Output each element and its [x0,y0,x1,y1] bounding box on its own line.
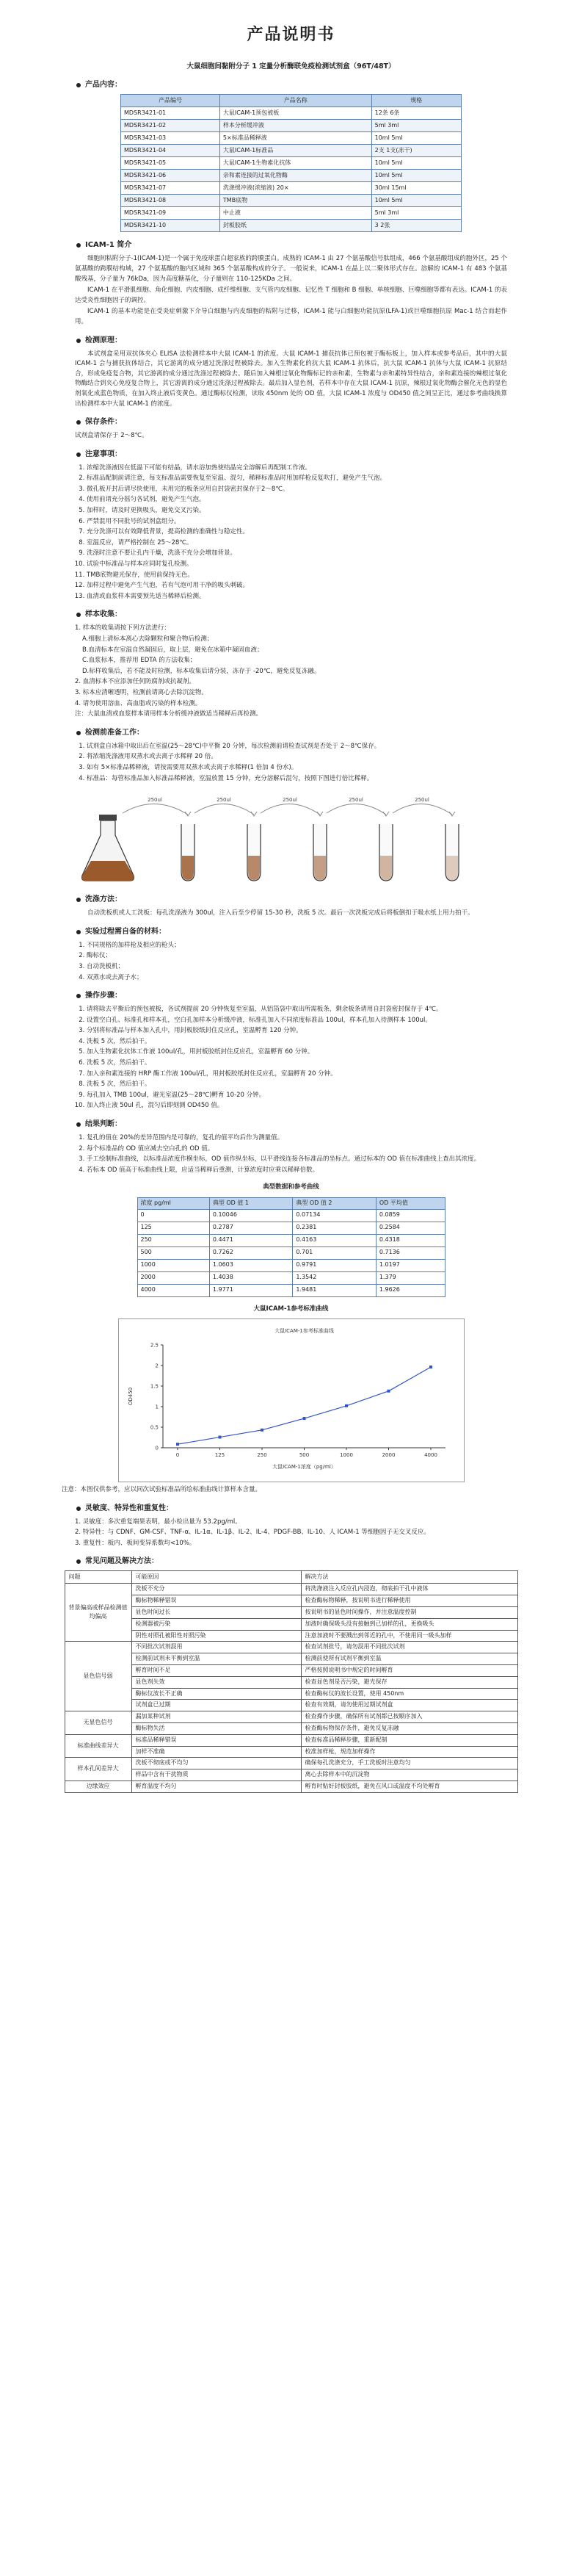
prep-list [59,742,523,784]
table-cell: 大鼠ICAM-1生物素化抗体 [219,157,371,170]
bullet-icon [76,1559,81,1564]
data-header-cell: OD 平均值 [376,1198,445,1210]
table-row [121,107,462,120]
faq-cause-cell: 酶标物稀释错误 [131,1595,301,1607]
table-cell: 10ml 5ml [371,170,461,182]
sample-item: 2. 血清标本不应添加任何防腐剂或抗凝剂。 [75,678,195,686]
dilution-tube [123,797,194,881]
faq-row [65,1711,517,1723]
faq-row [65,1734,517,1746]
x-tick-label: 2000 [382,1452,395,1459]
table-cell: 1.9771 [209,1284,293,1296]
note-item: 4. 使用前请充分摇匀各试剂，避免产生气泡。 [87,495,523,505]
sample-item: 3. 标本应清晰透明，检测前请离心去除沉淀物。 [75,688,208,696]
table-cell: 250 [137,1234,209,1246]
doc-title: 产品说明书 [247,26,335,44]
result-item: 4. 若标本 OD 值高于标准曲线上限，应适当稀释后重测，计算浓度时应乘以稀释倍数。 [87,1166,523,1176]
transfer-volume-label: 250ul [147,797,162,804]
table-row [137,1209,445,1222]
table-row [121,182,462,195]
prep-item: 1. 试剂盒自冰箱中取出后在室温(25～28℃)中平衡 20 分钟，每次检测前请检查试剂是否处于 2～8℃保存。 [87,742,523,752]
series-line [178,1367,431,1444]
y-axis-label: OD450 [127,1388,134,1406]
contents-header-row [121,95,462,107]
faq-header-cell: 解决方法 [301,1571,517,1584]
table-cell: MDSR3421-05 [121,157,220,170]
table-cell: 10ml 5ml [371,157,461,170]
faq-row [65,1688,517,1700]
faq-cause-cell: 试剂盒已过期 [131,1700,301,1711]
data-header-row [137,1198,445,1210]
table-cell: 0.4471 [209,1234,293,1246]
table-cell: 500 [137,1246,209,1259]
table-cell: 3 2张 [371,220,461,232]
intro-paragraph: ICAM-1 的基本功能是在受炎症刺激下介导白细胞与内皮细胞的粘附与迁移，ICAM-1 能与白细胞功能抗原(LFA-1)或巨噬细胞抗原 Mac-1 结合而起作用。 [75,308,507,325]
spec-list [59,1518,523,1549]
table-cell: 0.2584 [376,1222,445,1234]
table-cell: 0.7136 [376,1246,445,1259]
table-row [137,1222,445,1234]
spec-item: 3. 重复性：板内、板间变异系数均<10%。 [75,1539,196,1547]
bullet-icon [76,83,81,87]
data-point [218,1436,221,1439]
table-cell: 1.3542 [293,1271,377,1284]
data-point [345,1404,348,1407]
sample-sub-item: C.血浆标本，推荐用 EDTA 的方法收集； [82,657,197,665]
chart-svg [119,1319,464,1477]
contents-table [120,94,462,232]
transfer-volume-label: 250ul [348,797,363,804]
table-cell: 0 [137,1209,209,1222]
table-row [137,1259,445,1271]
table-cell: 样本分析缓冲液 [219,120,371,132]
faq-row [65,1722,517,1734]
faq-solution-cell: 离心去除样本中的沉淀物 [301,1769,517,1781]
table-cell: MDSR3421-01 [121,107,220,120]
sample-block [59,624,523,719]
table-cell: 1.9626 [376,1284,445,1296]
table-cell: 125 [137,1222,209,1234]
faq-problem-cell: 显色信号弱 [65,1642,131,1711]
table-cell: MDSR3421-10 [121,220,220,232]
standard-curve-chart [118,1318,465,1482]
faq-row [65,1606,517,1618]
data-header-cell: 典型 OD 值 1 [209,1198,293,1210]
results-list [59,1133,523,1175]
faq-problem-cell: 边缘效应 [65,1781,131,1792]
note-item: 2. 标准品配制前请注意，每支标准品需要恢复至室温、混匀，稀释标准品时用加样枪反复吹打，避免产生气泡。 [87,474,523,484]
transfer-arrow-icon [261,804,320,815]
transfer-arrow-icon [327,804,386,815]
table-cell: 5×标准品稀释液 [219,132,371,145]
bullet-icon [76,731,81,735]
note-item: 8. 室温反应，请严格控制在 25～28℃。 [87,538,523,549]
faq-row [65,1653,517,1665]
step-item: 10. 加入终止液 50ul 孔，混匀后即刻测 OD450 值。 [87,1101,523,1111]
prep-heading: 检测前准备工作： [59,727,523,739]
table-cell: 1000 [137,1259,209,1271]
faq-solution-cell: 检查酶标物保存条件，避免反复冻融 [301,1722,517,1734]
table-row [137,1234,445,1246]
bullet-icon [76,452,81,457]
table-row [137,1284,445,1296]
faq-solution-cell: 注意加液时不要溅出到邻近的孔中，不使用同一吸头加样 [301,1630,517,1642]
note-item: 12. 加样过程中避免产生气泡，若有气泡可用干净的吸头刺破。 [87,581,523,591]
table-cell: MDSR3421-04 [121,145,220,157]
bullet-icon [76,613,81,617]
faq-solution-cell: 检查试剂批号，请勿混用不同批次试剂 [301,1642,517,1653]
data-point [176,1443,179,1446]
faq-problem-cell: 标准曲线差异大 [65,1734,131,1758]
step-item: 3. 分别将标准品与样本加入孔中，用封板胶纸封住反应孔，室温孵育 120 分钟。 [87,1026,523,1036]
notes-list [59,463,523,602]
table-cell: 洗涤缓冲液(浓缩液) 20× [219,182,371,195]
faq-row [65,1584,517,1595]
faq-problem-cell: 背景偏高或样品检测值均偏高 [65,1584,131,1642]
bullet-icon [76,339,81,343]
table-row [121,157,462,170]
note-item: 7. 充分洗涤可以有效降低背景，提高检测的准确性与稳定性。 [87,527,523,538]
result-item: 1. 复孔的值在 20%的差异范围内是可靠的，复孔的值平均后作为测量值。 [87,1133,523,1144]
faq-cause-cell: 孵育时间不足 [131,1664,301,1676]
faq-cause-cell: 阴性对照孔被阳性对照污染 [131,1630,301,1642]
prep-item: 2. 将浓缩洗涤液用双蒸水或去离子水稀释 20 倍。 [87,752,523,762]
table-cell: 0.4163 [293,1234,377,1246]
faq-row [65,1676,517,1688]
storage-heading: 保存条件： [59,416,523,428]
note-item: 3. 微孔板开封后请尽快使用，未用完的板条应用自封袋密封保存于2～8℃。 [87,485,523,495]
table-row [121,207,462,220]
spec-item: 2. 特异性：与 CDNF、GM-CSF、TNF-α、IL-1α、IL-1β、IL-2、IL-4、PDGF-BB、IL-10、人 ICAM-1 等细胞因子无交叉反应。 [75,1529,430,1537]
table-cell: 0.2787 [209,1222,293,1234]
dilution-svg [71,791,512,887]
faq-header-cell: 问题 [65,1571,131,1584]
table-cell: 30ml 15ml [371,182,461,195]
x-tick-label: 1000 [339,1452,353,1459]
table-cell: 4000 [137,1284,209,1296]
transfer-arrow-icon [123,804,188,815]
faq-problem-cell: 样本孔间差异大 [65,1758,131,1781]
intro-paragraph: 细胞间粘附分子-1(ICAM-1)是一个属于免疫球蛋白超家族的跨膜蛋白。成熟的 ICAM-1 由 27 个氨基酸信号肽组成，466 个氨基酸组成的胞外区，25 个氨基酸的跨膜结构域，27 个氨基酸的胞内区域和 365 个氨基酸构成的分子。一般说来，ICAM-1 在晶上以二聚体形式存在。溶解的 ICAM-1 有 483 个氨基酸残基，分子量为 76kDa，因为高度糖基化，分子量则在 110-125KDa 之间。 [75,255,507,283]
faq-row [65,1642,517,1653]
faq-row [65,1618,517,1630]
x-axis-label: 大鼠ICAM-1浓度（pg/ml） [272,1464,336,1471]
contents-header-cell: 规格 [371,95,461,107]
y-tick-label: 2 [155,1363,159,1369]
doc-subtitle: 大鼠细胞间黏附分子 1 定量分析酶联免疫检测试剂盒（96T/48T） [186,62,396,71]
intro-block [59,254,523,327]
faq-cause-cell: 显色剂失效 [131,1676,301,1688]
faq-cause-cell: 样品中含有干扰物质 [131,1769,301,1781]
table-cell: 1.379 [376,1271,445,1284]
sample-note: 注：大鼠血清或血浆样本请用样本分析缓冲液做适当稀释后再检测。 [75,710,263,718]
transfer-volume-label: 250ul [282,797,297,804]
principle-heading: 检测原理： [59,335,523,347]
faq-cause-cell: 检测前试剂未平衡到室温 [131,1653,301,1665]
transfer-arrow-icon [194,804,254,815]
faq-solution-cell: 校准加样枪，规范加样操作 [301,1746,517,1758]
step-item: 5. 加入生物素化抗体工作液 100ul/孔，用封板胶纸封住反应孔，室温孵育 60 分钟。 [87,1047,523,1058]
faq-solution-cell: 检查标准品稀释步骤，重新配制 [301,1734,517,1746]
faq-solution-cell: 孵育时贴好封板胶纸，避免在风口或温度不均处孵育 [301,1781,517,1792]
faq-cause-cell: 洗板不充分 [131,1584,301,1595]
result-item: 2. 每个标准品的 OD 值应减去空白孔的 OD 值。 [87,1144,523,1155]
table-row [121,145,462,157]
faq-cause-cell: 漏加某种试剂 [131,1711,301,1723]
step-item: 7. 加入亲和素连接的 HRP 酶工作液 100ul/孔，用封板胶纸封住反应孔，室温孵育 20 分钟。 [87,1069,523,1080]
table-cell: 5ml 3ml [371,120,461,132]
intro-heading: ICAM-1 简介 [59,239,523,251]
data-point [387,1390,390,1393]
table-cell: 0.701 [293,1246,377,1259]
sample-sub-item: B.血清标本在室温自然凝固后，取上层，避免在冰箱中凝固血液； [82,646,263,654]
faq-cause-cell: 酶标仪波长不正确 [131,1688,301,1700]
table-row [137,1271,445,1284]
dilution-tube [393,797,459,881]
table-cell: 1.0603 [209,1259,293,1271]
equipment-item: 1. 不同规格的加样枪及相应的枪头； [87,941,523,951]
table-cell: 0.7262 [209,1246,293,1259]
faq-solution-cell: 检查显色剂是否污染，避光保存 [301,1676,517,1688]
table-row [121,120,462,132]
results-heading: 结果判断： [59,1119,523,1130]
note-item: 1. 浓缩洗涤液因在低温下可能有结晶，请水浴加热使结晶完全溶解后再配制工作液。 [87,463,523,474]
table-cell: 1.0197 [376,1259,445,1271]
bullet-icon [76,1122,81,1127]
x-tick-label: 4000 [423,1452,437,1459]
equipment-item: 4. 双蒸水或去离子水； [87,973,523,984]
dilution-diagram [71,791,512,887]
result-item: 3. 手工绘制标准曲线，以标准品浓度作横坐标，OD 值作纵坐标，以平滑线连接各标准品的坐标点。通过标本的 OD 值在标准曲线上查出其浓度。 [87,1155,523,1165]
bullet-icon [76,1507,81,1511]
sample-sub-item: D.标样收集后，若不能及时检测，标本收集后请分装，冻存于 -20℃，避免反复冻融。 [82,667,321,675]
faq-solution-cell: 严格按照说明书中规定的时间孵育 [301,1664,517,1676]
faq-row [65,1758,517,1769]
chart-note: 注意：本图仅供参考，应以同次试验标准品所绘标准曲线计算样本含量。 [62,1485,262,1493]
y-tick-label: 1.5 [150,1383,159,1390]
note-item: 5. 加样时，请及时更换吸头，避免交叉污染。 [87,506,523,516]
faq-solution-cell: 检查操作步骤，确保所有试剂都已按顺序加入 [301,1711,517,1723]
y-tick-label: 0.5 [150,1424,159,1431]
step-item: 8. 洗板 5 次，然后拍干。 [87,1080,523,1090]
equipment-heading: 实验过程需自备的材料： [59,926,523,938]
table-cell: MDSR3421-07 [121,182,220,195]
contents-heading: 产品内容： [59,79,523,91]
step-item: 1. 请将除去平衡后的预包被板，各试剂提前 20 分钟恢复至室温，从铝箔袋中取出所需板条，剩余板条请用自封袋密封保存于 4℃。 [87,1005,523,1015]
faq-solution-cell: 检查酶标仪的波长设置，使用 450nm [301,1688,517,1700]
intro-paragraph: ICAM-1 在平滑肌细胞、角化细胞、内皮细胞、成纤维细胞、支气管内皮细胞、记忆性 T 细胞和 B 细胞、单核细胞、巨噬细胞等都有表达。ICAM-1 的表达受炎性细胞因子的调控。 [75,286,507,304]
note-item: 10. 试验中标准品与样本应同时复孔检测。 [87,560,523,570]
notes-heading: 注意事项： [59,449,523,461]
faq-cause-cell: 标准品稀释错误 [131,1734,301,1746]
table-row [121,132,462,145]
faq-solution-cell: 检查酶标物稀释，按说明书进行稀释使用 [301,1595,517,1607]
x-tick-label: 250 [256,1452,267,1459]
faq-row [65,1700,517,1711]
wash-text: 自动洗板机或人工洗板：每孔洗涤液为 300ul，注入后至少停留 15-30 秒，洗板 5 次。最后一次洗板完成后将板倒扣于吸水纸上用力拍干。 [87,909,474,917]
faq-cause-cell: 检测器被污染 [131,1618,301,1630]
equipment-list [59,941,523,983]
faq-header-cell: 可能原因 [131,1571,301,1584]
bullet-icon [76,243,81,248]
table-cell: 中止液 [219,207,371,220]
faq-solution-cell: 检查有效期，请勿使用过期试剂盒 [301,1700,517,1711]
equipment-item: 2. 酶标仪； [87,951,523,962]
faq-solution-cell: 按说明书的显色时间操作，并注意温度控制 [301,1606,517,1618]
typical-data-table [137,1197,445,1297]
steps-heading: 操作步骤： [59,990,523,1002]
chart-subtitle: 大鼠ICAM-1参考标准曲线 [274,1328,334,1335]
table-cell: 12条 6条 [371,107,461,120]
equipment-item: 3. 自动洗板机； [87,962,523,973]
contents-header-cell: 产品编号 [121,95,220,107]
prep-item: 4. 标准品：每管标准品加入标准品稀释液，室温放置 15 分钟，充分溶解后混匀，按照下图进行倍比稀释。 [87,774,523,784]
table-row [137,1246,445,1259]
table-cell: 1.4038 [209,1271,293,1284]
y-tick-label: 2.5 [150,1342,159,1349]
faq-cause-cell: 不同批次试剂混用 [131,1642,301,1653]
table-cell: 10ml 5ml [371,132,461,145]
step-item: 9. 每孔加入 TMB 100ul，避光室温(25～28℃)孵育 10-20 分钟。 [87,1091,523,1101]
dilution-tube [261,797,327,881]
faq-solution-cell: 确保每孔洗涤充分，手工洗板时注意均匀 [301,1758,517,1769]
table-cell: 0.9791 [293,1259,377,1271]
chart-title: 大鼠ICAM-1参考标准曲线 [253,1305,329,1313]
table-cell: MDSR3421-06 [121,170,220,182]
bullet-icon [76,898,81,902]
note-item: 13. 血清或血浆样本需要预先适当稀释后检测。 [87,592,523,602]
step-item: 4. 洗板 5 次，然后拍干。 [87,1037,523,1047]
table-cell: 2000 [137,1271,209,1284]
faq-solution-cell: 将洗涤液注入反应孔内浸泡，彻底拍干孔中液体 [301,1584,517,1595]
faq-row [65,1630,517,1642]
x-tick-label: 125 [214,1452,225,1459]
spec-heading: 灵敏度、特异性和重复性： [59,1503,523,1515]
data-header-cell: 典型 OD 值 2 [293,1198,377,1210]
note-item: 9. 洗涤时注意不要让孔内干燥，洗涤不充分会增加背景。 [87,549,523,559]
principle-text: 本试剂盒采用双抗体夹心 ELISA 法检测样本中大鼠 ICAM-1 的浓度。大鼠 ICAM-1 捕获抗体已预包被于酶标板上，加入样本或参考品后，其中的大鼠 ICAM-1 会与捕获抗体结合，其它游离的成分通过洗涤过程被除去。加入生物素化的抗大鼠 ICAM-1 抗体后，抗大鼠 ICAM-1 抗体与大鼠 ICAM-1 抗原结合，形成免疫复合物，其它游离的成分通过洗涤过程被除去。随后加入辣根过氧化物酶标记的亲和素，生物素与亲和素特异性结合，亲和素连接的辣根过氧化物酶结合到夹心免疫复合物上，其它游离的成分通过洗涤过程被除去。最后加入显色剂，若样本中存在大鼠 ICAM-1 抗原，辣根过氧化物酶会催化无色的显色剂氧化成蓝色物质，在加入终止液后变黄色。通过酶标仪检测，读取 450nm 处的 OD 值，大鼠 ICAM-1 浓度与 OD450 值之间呈正比，通过参考曲线换算出检测样本中大鼠 ICAM-1 的浓度。 [75,350,507,408]
table-cell: MDSR3421-02 [121,120,220,132]
faq-cause-cell: 孵育温度不均匀 [131,1781,301,1792]
y-tick-label: 0 [155,1445,159,1451]
table-cell: 大鼠ICAM-1预包被板 [219,107,371,120]
faq-table [65,1570,518,1792]
table-row [121,195,462,207]
table-cell: 0.07134 [293,1209,377,1222]
y-tick-label: 1 [155,1404,159,1410]
stock-vial [81,815,134,881]
faq-cause-cell: 显色时间过长 [131,1606,301,1618]
storage-text: 试剂盒请保存于 2～8℃。 [75,432,148,440]
faq-cause-cell: 酶标物失活 [131,1722,301,1734]
table-cell: 2支 1支(冻干) [371,145,461,157]
sample-heading: 样本收集： [59,609,523,621]
table-cell: TMB底物 [219,195,371,207]
table-cell: 0.0859 [376,1209,445,1222]
faq-row [65,1781,517,1792]
data-point [302,1417,305,1420]
transfer-volume-label: 250ul [216,797,231,804]
data-table-title: 典型数据和参考曲线 [263,1183,319,1191]
spec-item: 1. 灵敏度：多次重复端果表明，最小检出量为 53.2pg/ml。 [75,1518,241,1526]
faq-header-row [65,1571,517,1584]
sample-sub-item: A.细胞上清标本离心去除颗粒和聚合物后检测； [82,635,214,643]
bullet-icon [76,994,81,998]
bullet-icon [76,420,81,425]
table-row [121,220,462,232]
table-cell: 10ml 5ml [371,195,461,207]
faq-cause-cell: 加样不准确 [131,1746,301,1758]
table-cell: 封板胶纸 [219,220,371,232]
table-cell: MDSR3421-03 [121,132,220,145]
note-item: 11. TMB底物避光保存，使用前保持无色。 [87,571,523,581]
contents-header-cell: 产品名称 [219,95,371,107]
faq-cause-cell: 洗板不彻底或不均匀 [131,1758,301,1769]
faq-row [65,1664,517,1676]
step-item: 6. 洗板 5 次，然后拍干。 [87,1058,523,1069]
table-row [121,170,462,182]
faq-row [65,1746,517,1758]
note-item: 6. 严禁混用不同批号的试剂盒组分。 [87,517,523,527]
table-cell: MDSR3421-08 [121,195,220,207]
table-cell: 大鼠ICAM-1标准品 [219,145,371,157]
table-cell: 1.9481 [293,1284,377,1296]
dilution-tube [194,797,261,881]
faq-row [65,1769,517,1781]
table-cell: 0.4318 [376,1234,445,1246]
wash-heading: 洗涤方法： [59,894,523,906]
table-cell: 5ml 3ml [371,207,461,220]
faq-row [65,1595,517,1607]
table-cell: 0.10046 [209,1209,293,1222]
data-point [261,1429,263,1432]
table-cell: MDSR3421-09 [121,207,220,220]
dilution-tube [327,797,393,881]
x-tick-label: 500 [299,1452,309,1459]
x-tick-label: 0 [175,1452,179,1459]
faq-problem-cell: 无显色信号 [65,1711,131,1735]
data-point [429,1365,432,1368]
faq-solution-cell: 检测前使所有试剂平衡到室温 [301,1653,517,1665]
step-item: 2. 设置空白孔、标准孔和样本孔，空白孔加样本分析缓冲液，标准孔加入不同浓度标准品 100ul，样本孔加入待测样本 100ul。 [87,1016,523,1026]
faq-heading: 常见问题及解决方法： [59,1556,523,1567]
sample-item: 4. 请勿使用溶血、高血脂或污染的样本检测。 [75,699,202,707]
table-cell: 0.2381 [293,1222,377,1234]
steps-list [59,1005,523,1111]
data-header-cell: 浓度 pg/ml [137,1198,209,1210]
transfer-volume-label: 250ul [414,797,429,804]
faq-solution-cell: 加液时确保吸头没有接触到已加样的孔，更换吸头 [301,1618,517,1630]
table-cell: 亲和素连接的过氧化物酶 [219,170,371,182]
sample-intro: 1. 样本的收集请按下列方法进行： [75,624,170,632]
transfer-arrow-icon [393,804,452,815]
bullet-icon [76,930,81,934]
prep-item: 3. 如有 5×标准品稀释液，请按需要用双蒸水或去离子水稀释(1 倍加 4 份水)。 [87,763,523,773]
